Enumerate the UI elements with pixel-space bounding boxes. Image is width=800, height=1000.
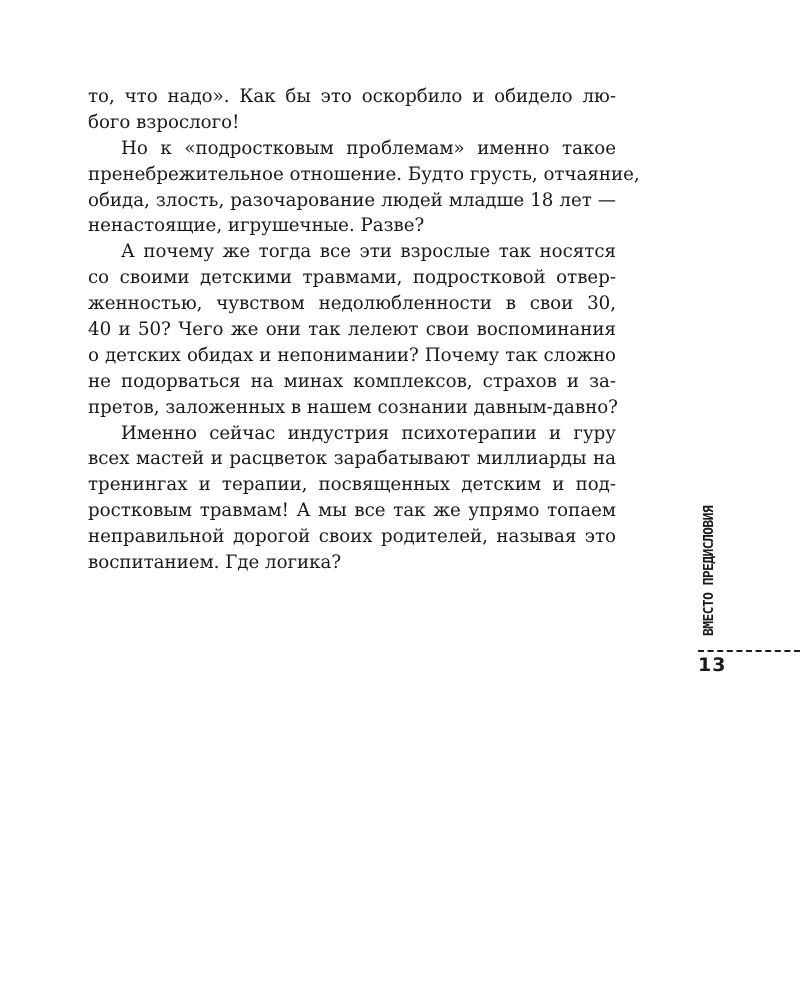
body-text [88, 84, 640, 576]
text-line: Именно сейчас индустрия психотерапии и гуру [121, 422, 616, 444]
text-line: бого взрослого! [88, 111, 240, 133]
dashed-divider [698, 650, 800, 652]
text-line: о детских обидах и непонимании? Почему так сложно [88, 344, 616, 366]
text-line: тренингах и терапии, посвященных детским и под- [88, 474, 616, 496]
text-line: то, что надо». Как бы это оскорбило и обидело лю- [88, 86, 616, 107]
text-line: всех мастей и расцветок зарабатывают миллиарды на [88, 448, 616, 470]
section-label: ВМЕСТО ПРЕДИСЛОВИЯ [702, 505, 717, 636]
text-line: пренебрежительное отношение. Будто грусть, отчаяние, [88, 163, 640, 185]
page-number: 13 [698, 654, 727, 676]
text-line: ненастоящие, игрушечные. Разве? [88, 215, 425, 237]
text-line: ростковым травмам! А мы все так же упрямо топаем [88, 500, 616, 522]
text-line: претов, заложенных в нашем сознании давным-давно? [88, 396, 618, 418]
text-line: женностью, чувством недолюбленности в свои 30, [88, 293, 616, 315]
text-line: со своими детскими травмами, подростковой отвер- [88, 267, 616, 289]
text-line: Но к «подростковым проблемам» именно такое [121, 137, 616, 159]
text-line: обида, злость, разочарование людей младше 18 лет — [88, 189, 616, 211]
text-line: А почему же тогда все эти взрослые так носятся [121, 241, 616, 263]
text-line: 40 и 50? Чего же они так лелеют свои воспоминания [88, 319, 616, 341]
text-line: неправильной дорогой своих родителей, называя это [88, 526, 616, 548]
text-line: не подорваться на минах комплексов, страхов и за- [88, 370, 616, 392]
text-line: воспитанием. Где логика? [88, 552, 342, 574]
